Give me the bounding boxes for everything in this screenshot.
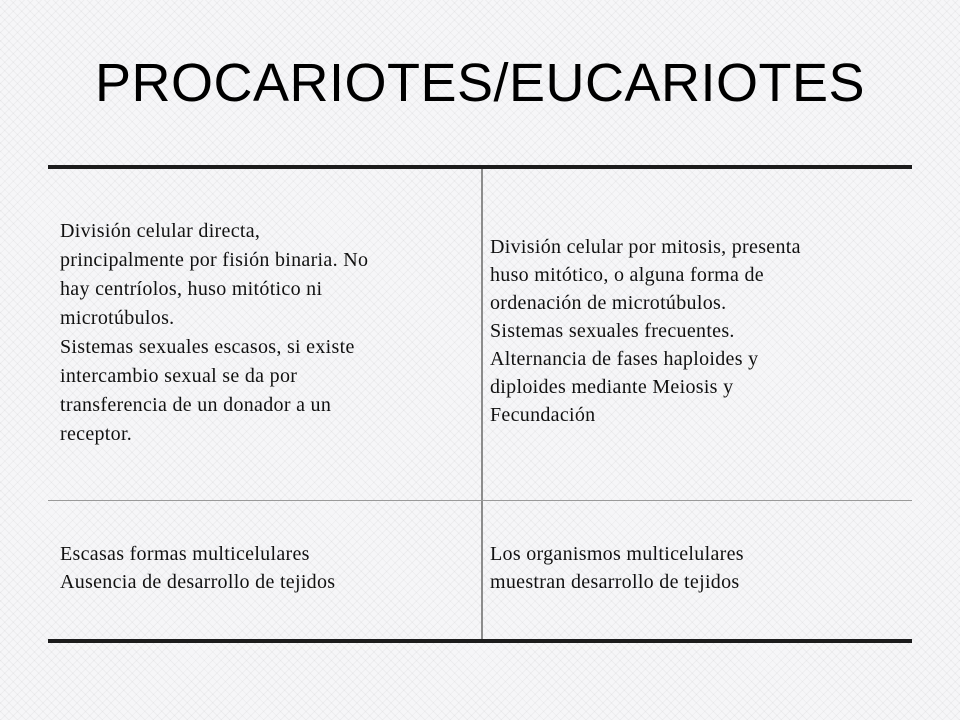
slide-title: PROCARIOTES/EUCARIOTES xyxy=(94,53,866,113)
cell-eukaryote-multicellular: Los organismos multicelulares muestran desarrollo de tejidos xyxy=(490,543,744,593)
table-row-divider xyxy=(48,500,912,501)
table-top-rule xyxy=(48,165,912,169)
table-bottom-rule xyxy=(48,639,912,643)
table-column-divider xyxy=(481,169,483,639)
comparison-table xyxy=(48,165,912,643)
cell-prokaryote-division: División celular directa, principalmente por fisión binaria. No hay centríolos, huso mitótico ni microtúbulos. Sistemas sexuales escasos, si existe intercambio sexual se da por transferencia de un donador a un receptor. xyxy=(60,220,369,445)
cell-prokaryote-multicellular: Escasas formas multicelulares Ausencia de desarrollo de tejidos xyxy=(60,543,336,593)
cell-eukaryote-division: División celular por mitosis, presenta huso mitótico, o alguna forma de ordenación de microtúbulos. Sistemas sexuales frecuentes. Alternancia de fases haploides y diploides mediante Meiosis y Fecundación xyxy=(490,236,801,426)
